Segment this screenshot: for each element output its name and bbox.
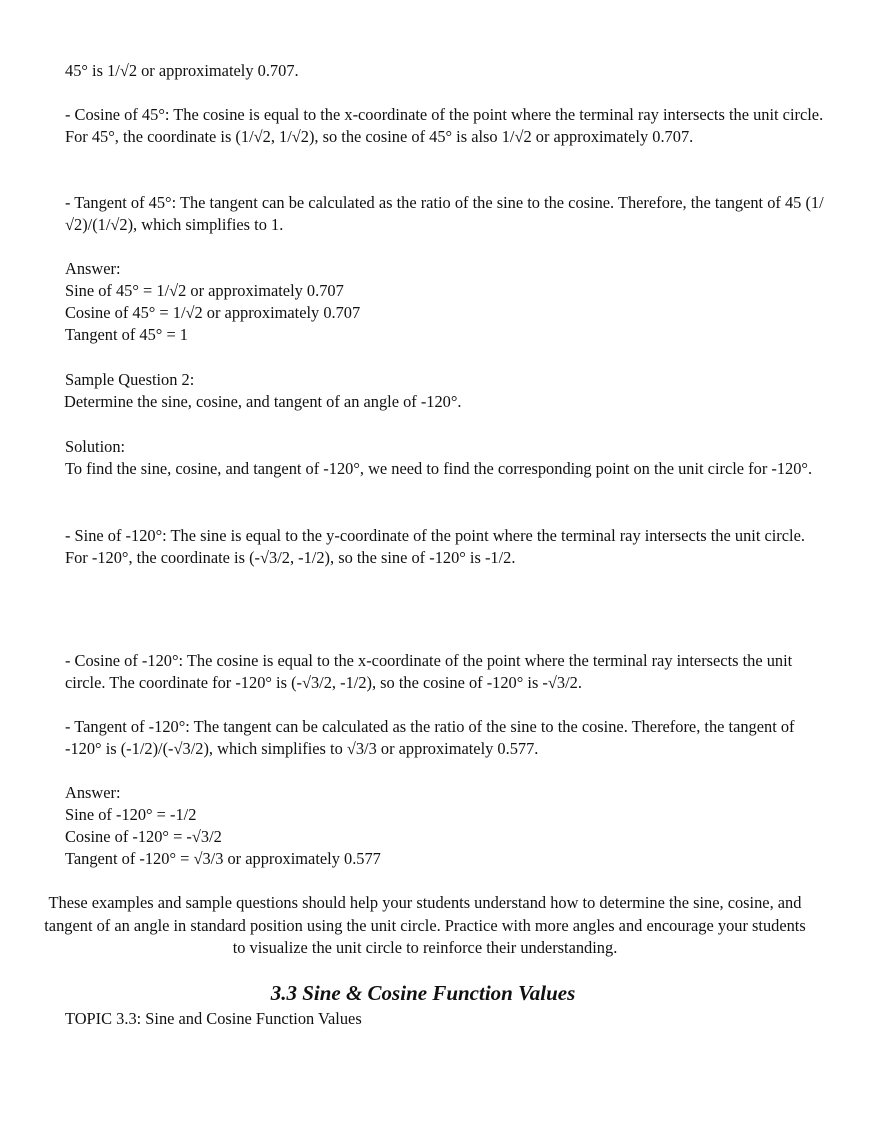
answer-2-tangent: Tangent of -120° = √3/3 or approximately 0.577: [65, 849, 381, 868]
topic-line: TOPIC 3.3: Sine and Cosine Function Values: [65, 1009, 362, 1028]
answer-2-block: [65, 782, 825, 870]
answer-2-cosine: Cosine of -120° = -√3/2: [65, 827, 222, 846]
cosine-45-paragraph: - Cosine of 45°: The cosine is equal to the x-coordinate of the point where the terminal ray intersects the unit circle. For 45°, the coordinate is (1/√2, 1/√2), so the cosine of 45° is also 1/√2 or approximately 0.707.: [65, 105, 824, 146]
cosine-120-paragraph: - Cosine of -120°: The cosine is equal to the x-coordinate of the point where the terminal ray intersects the unit circle. The coordinate for -120° is (-√3/2, -1/2), so the cosine of -120° is -√3/2.: [65, 651, 793, 692]
solution-label: Solution:: [65, 437, 126, 456]
answer-2-label: Answer:: [65, 783, 121, 802]
tangent-45-paragraph: - Tangent of 45°: The tangent can be calculated as the ratio of the sine to the cosine. Therefore, the tangent of 45 (1/√2)/(1/√2), which simplifies to 1.: [65, 193, 824, 234]
answer-1-tangent: Tangent of 45° = 1: [65, 325, 188, 344]
section-heading: 3.3 Sine & Cosine Function Values: [270, 981, 576, 1005]
answer-1-cosine: Cosine of 45° = 1/√2 or approximately 0.707: [65, 303, 361, 322]
sample-question-2-text: Determine the sine, cosine, and tangent of an angle of -120°.: [64, 392, 462, 411]
answer-1-label: Answer:: [65, 259, 121, 278]
answer-2-sine: Sine of -120° = -1/2: [65, 805, 197, 824]
solution-text: To find the sine, cosine, and tangent of -120°, we need to find the corresponding point on the unit circle for -120°.: [65, 459, 813, 478]
closing-paragraph: These examples and sample questions should help your students understand how to determine the sine, cosine, and tangent of an angle in standard position using the unit circle. Practice with more angles and encourage your students to visualize the unit circle to reinforce their understanding.: [44, 893, 806, 957]
answer-1-block: [65, 258, 825, 346]
solution-block: [65, 436, 825, 480]
sine-120-paragraph: - Sine of -120°: The sine is equal to the y-coordinate of the point where the terminal ray intersects the unit circle. For -120°, the coordinate is (-√3/2, -1/2), so the sine of -120° is -1/2.: [65, 526, 805, 567]
answer-1-sine: Sine of 45° = 1/√2 or approximately 0.707: [65, 281, 344, 300]
sample-question-2-label: Sample Question 2:: [65, 370, 195, 389]
sample-question-2-block: [65, 369, 825, 413]
sine-45-tail-text: 45° is 1/√2 or approximately 0.707.: [65, 61, 299, 80]
tangent-120-paragraph: - Tangent of -120°: The tangent can be calculated as the ratio of the sine to the cosine. Therefore, the tangent of -120° is (-1/2)/(-√3/2), which simplifies to √3/3 or approximately 0.577.: [65, 717, 795, 758]
